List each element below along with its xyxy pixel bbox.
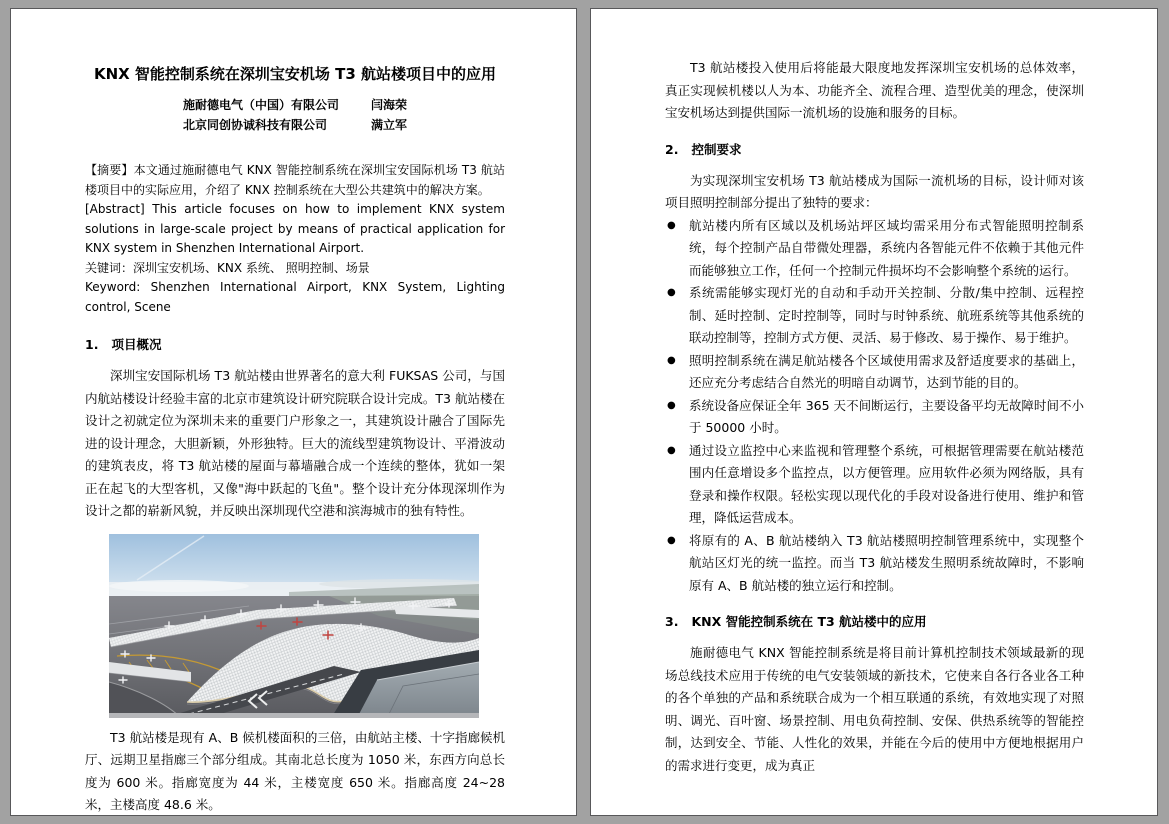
knx-application-paragraph: 施耐德电气 KNX 智能控制系统是将目前计算机控制技术领域最新的现场总线技术应用于传统的电气安装领域的新技术，它使来自各行各业各工种的各个单独的产品和系统联合成为一个相互联通的系统，有效地实现了对照明、调光、百叶窗、场景控制、用电负荷控制、安保、供热系统等的智能控制，达到安全、节能、人性化的效果，并能在今后的使用中方便地根据用户的需求进行变更，成为真正 <box>665 645 1084 773</box>
abstract-en: [Abstract] This article focuses on how to implement KNX system solutions in large-scale project by means of practical application for KNX system in Shenzhen International Airport. <box>85 202 505 255</box>
requirement-item-5 <box>665 440 1084 530</box>
section-3-title: KNX 智能控制系统在 T3 航站楼中的应用 <box>691 614 927 629</box>
bullet-icon: ● <box>667 534 676 546</box>
page-1 <box>10 8 577 816</box>
section-2-heading <box>665 139 1084 161</box>
keywords-zh: 关键词：深圳宝安机场、KNX 系统、 照明控制、场景 <box>85 260 370 275</box>
author-org-1: 施耐德电气（中国）有限公司 <box>182 98 339 112</box>
requirement-item-2 <box>665 282 1084 350</box>
author-name-1: 闫海荣 <box>371 98 408 112</box>
keywords-en: Keyword: Shenzhen International Airport, KNX System, Lighting control, Scene <box>85 280 505 314</box>
section-2-title: 控制要求 <box>691 141 742 157</box>
document-title: KNX 智能控制系统在深圳宝安机场 T3 航站楼项目中的应用 <box>93 65 497 83</box>
bullet-icon: ● <box>667 287 676 298</box>
requirement-text-3: 照明控制系统在满足航站楼各个区域使用需求及舒适度要求的基础上，还应充分考虑结合自然光的明暗自动调节，达到节能的目的。 <box>689 352 1084 390</box>
requirement-text-5: 通过设立监控中心来监视和管理整个系统，可根据管理需要在航站楼范围内任意增设多个监控点，以方便管理。应用软件必须为网络版，具有登录和操作权限。轻松实现以现代化的手段对设备进行使用、维护和管理，降低运营成本。 <box>689 442 1084 525</box>
terminal-aerial-rendering-figure <box>109 534 505 718</box>
author-org-2: 北京同创协诚科技有限公司 <box>182 118 327 132</box>
bullet-icon: ● <box>667 354 676 366</box>
section-1-heading <box>85 334 505 356</box>
section-1-title: 项目概况 <box>111 337 162 352</box>
requirement-text-1: 航站楼内所有区域以及机场站坪区域均需采用分布式智能照明控制系统，每个控制产品自带微处理器，系统内各智能元件不依赖于其他元件而能够独立工作，任何一个控制元件损坏均不会影响整个系统的运行。 <box>689 217 1084 278</box>
requirement-item-1 <box>665 215 1084 283</box>
section-3-heading <box>665 611 1084 633</box>
terminal-dimensions-paragraph: T3 航站楼是现有 A、B 候机楼面积的三倍，由航站主楼、十字指廊候机厅、远期卫星指廊三个部分组成。其南北总长度为 1050 米，东西方向总长度为 600 米。指廊宽度为 44 米，主楼宽度 650 米。指廊高度 24~28 米，主楼高度 48.6 米。 <box>85 729 505 812</box>
bullet-icon: ● <box>667 399 676 411</box>
requirement-text-4: 系统设备应保证全年 365 天不间断运行，主要设备平均无故障时间不小于 50000 小时。 <box>689 397 1084 435</box>
abstract-zh: 【摘要】本文通过施耐德电气 KNX 智能控制系统在深圳宝安国际机场 T3 航站楼项目中的实际应用，介绍了 KNX 控制系统在大型公共建筑中的解决方案。 <box>85 163 505 197</box>
terminal-rendering-image <box>109 534 479 718</box>
requirement-text-6: 将原有的 A、B 航站楼纳入 T3 航站楼照明控制管理系统中，实现整个航站区灯光的统一监控。而当 T3 航站楼发生照明系统故障时，不影响原有 A、B 航站楼的独立运行和控制。 <box>689 532 1084 593</box>
project-overview-paragraph: 深圳宝安国际机场 T3 航站楼由世界著名的意大利 FUKSAS 公司，与国内航站楼设计经验丰富的北京市建筑设计研究院联合设计完成。T3 航站楼在设计之初就定位为深圳未来的重要门户形象之一，其建筑设计融合了国际先进的设计理念，大胆新颖，外形独特。巨大的流线型建筑物设计、平滑波动的建筑表皮，将 T3 航站楼的屋面与幕墙融合成一个连续的整体，犹如一架正在起飞的大型客机，又像"海中跃起的飞鱼"。整个设计充分体现深圳作为设计之都的崭新风貌，并反映出深圳现代空港和滨海城市的独有特性。 <box>85 368 505 518</box>
requirement-text-2: 系统需能够实现灯光的自动和手动开关控制、分散/集中控制、远程控制、延时控制、定时控制等，同时与时钟系统、航班系统等其他系统的联动控制等，控制方式方便、灵活、易于修改、易于操作、易于维护。 <box>689 285 1084 345</box>
section-2-number: 2. <box>665 141 679 157</box>
requirements-list <box>665 215 1084 598</box>
bullet-icon: ● <box>667 444 676 456</box>
section-1-number: 1. <box>85 337 99 352</box>
efficiency-paragraph: T3 航站楼投入使用后将能最大限度地发挥深圳宝安机场的总体效率，真正实现候机楼以人为本、功能齐全、流程合理、造型优美的理念，使深圳宝安机场达到提供国际一流机场的设施和服务的目标。 <box>665 60 1084 120</box>
author-name-2: 满立军 <box>371 118 408 132</box>
bullet-icon: ● <box>667 219 676 231</box>
requirement-item-3 <box>665 350 1084 395</box>
requirement-item-4 <box>665 395 1084 440</box>
abstract-block <box>85 161 505 317</box>
section-3-number: 3. <box>665 614 679 629</box>
requirements-intro-paragraph: 为实现深圳宝安机场 T3 航站楼成为国际一流机场的目标，设计师对该项目照明控制部分提出了独特的要求： <box>665 172 1084 210</box>
author-block <box>183 95 407 135</box>
page-2 <box>590 8 1158 816</box>
requirement-item-6 <box>665 530 1084 598</box>
